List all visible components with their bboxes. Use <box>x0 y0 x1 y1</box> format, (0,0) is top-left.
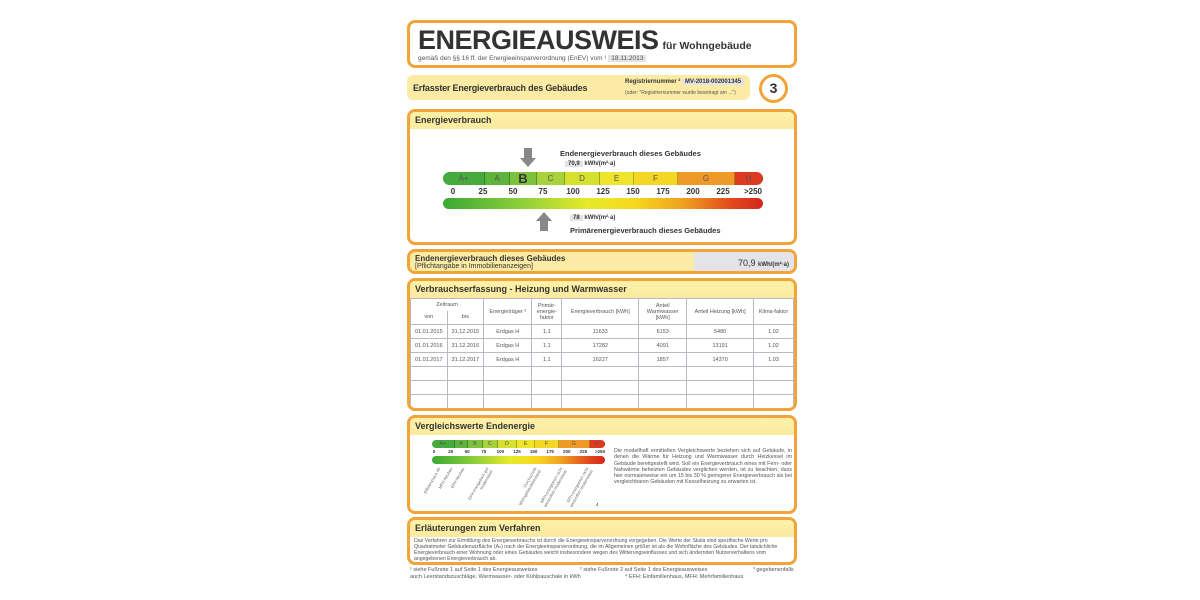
header-period: Zeitraum <box>411 299 484 311</box>
table-cell: 01.01.2015 <box>411 325 448 339</box>
table-cell: 1,1 <box>532 353 562 367</box>
table-cell: 1857 <box>639 353 687 367</box>
table-cell <box>754 395 794 409</box>
table-cell <box>639 367 687 381</box>
energy-gradient-bar <box>443 198 763 209</box>
table-cell: 11633 <box>562 325 639 339</box>
footnote-1: ¹ siehe Fußnote 1 auf Seite 1 des Energieausweises <box>410 567 538 573</box>
table-cell <box>639 381 687 395</box>
summary-note: [Pflichtangabe in Immobilienanzeigen] <box>415 263 533 270</box>
table-cell <box>754 367 794 381</box>
table-cell: Erdgas H <box>484 325 532 339</box>
table-cell: Erdgas H <box>484 353 532 367</box>
footnote-2: ² siehe Fußnote 2 auf Seite 1 des Energieausweises <box>580 567 708 573</box>
table-cell: 1,03 <box>754 353 794 367</box>
energy-class-d: D <box>498 440 517 448</box>
primary-energy-value: 78 <box>570 215 583 221</box>
table-cell <box>687 381 754 395</box>
tick-label: 200 <box>563 449 571 454</box>
table-cell: 13191 <box>687 339 754 353</box>
table-cell: 31.12.2015 <box>447 325 484 339</box>
table-cell <box>532 395 562 409</box>
table-cell: 16227 <box>562 353 639 367</box>
table-cell <box>484 395 532 409</box>
table-cell <box>484 367 532 381</box>
table-cell <box>411 395 448 409</box>
tick-label: 150 <box>529 449 538 454</box>
header-heat: Anteil Heizung [kWh] <box>687 299 754 325</box>
tick-label: 125 <box>596 187 610 196</box>
table-row <box>411 353 794 367</box>
tick-label: 225 <box>716 187 730 196</box>
header-carrier: Energieträger ³ <box>484 299 532 325</box>
comparison-label: MFH energetisch nicht wesentlich modernisiert <box>539 466 568 508</box>
arrow-down-head <box>520 158 536 167</box>
arrow-up-icon <box>540 221 548 231</box>
explanation-text: Das Verfahren zur Ermittlung des Energieverbrauchs ist durch die Energieeinsparverordnung vorgegeben. Die Werte der Skala sind spezifische Werte pro Quadratmeter Gebäudenutzfläche (Aₙ) nach der Energieeinsparverordnung, die im Allgemeinen größer ist als die Wohnfläche des Gebäudes. Der tatsächliche Energieverbrauch einer Wohnung oder eines Gebäudes weicht insbesondere wegen des Witterungseinflusses und sich ändernden Nutzerverhaltens vom angegebenen Energieverbrauch ab. <box>414 538 778 563</box>
comparison-label: EFH energetisch nicht wesentlich modernisiert <box>565 466 594 508</box>
energy-class-f: F <box>634 172 678 185</box>
table-cell <box>532 367 562 381</box>
comparison-label: Effizienzhaus 40 <box>422 466 442 495</box>
tick-label: 50 <box>464 449 470 454</box>
end-energy-summary <box>407 249 797 274</box>
arrow-up-head <box>536 212 552 221</box>
table-cell <box>447 367 484 381</box>
table-cell: 14370 <box>687 353 754 367</box>
tick-label: 125 <box>513 449 521 454</box>
tick-label: 225 <box>579 449 588 454</box>
comparison-gradient <box>432 456 605 464</box>
end-energy-value: 70,9 <box>565 161 583 167</box>
registration-bar <box>407 75 750 100</box>
registration-note: (oder: "Registriernummer wurde beantragt am ...") <box>625 90 736 96</box>
table-cell <box>447 381 484 395</box>
regulation-text: gemäß den §§ 16 ff. der Energieeinsparverordnung (EnEV) vom ¹ <box>418 55 607 62</box>
document-subtitle: für Wohngebäude <box>662 40 752 52</box>
table-cell: Erdgas H <box>484 339 532 353</box>
certificate-header <box>407 20 797 68</box>
tick-label: 150 <box>626 187 640 196</box>
energy-class-a-plus: A+ <box>432 440 455 448</box>
energy-class-f: F <box>535 440 559 448</box>
tick-label: 175 <box>656 187 670 196</box>
footnote-3: ³ gegebenenfalls <box>753 567 794 573</box>
table-cell: 01.01.2016 <box>411 339 448 353</box>
energy-class-scale <box>443 172 763 185</box>
tick-label: 75 <box>538 187 548 196</box>
tick-label: 25 <box>448 449 454 454</box>
table-cell: 4091 <box>639 339 687 353</box>
table-cell <box>411 367 448 381</box>
energy-class-e: E <box>517 440 535 448</box>
table-cell: 1,02 <box>754 339 794 353</box>
document-title: ENERGIEAUSWEIS <box>418 25 659 55</box>
energy-class-d: D <box>565 172 600 185</box>
table-cell: 1,1 <box>532 325 562 339</box>
tick-label: 0 <box>432 449 436 454</box>
table-cell <box>532 381 562 395</box>
energy-class-a: A <box>485 172 510 185</box>
footnote-mark: 4 <box>596 502 599 507</box>
section-title: Verbrauchserfassung - Heizung und Warmwasser <box>410 281 794 298</box>
arrow-down-icon <box>524 148 532 158</box>
section-title: Erfasster Energieverbrauch des Gebäudes <box>413 83 588 93</box>
table-row <box>411 325 794 339</box>
tick-label: >250 <box>594 449 606 454</box>
table-row <box>411 367 794 381</box>
comparison-label: EFH Neubau <box>449 466 466 490</box>
header-to: bis <box>447 311 484 325</box>
table-row <box>411 339 794 353</box>
comparison-text: Die modellhaft ermittelten Vergleichswerte beziehen sich auf Gebäude, in denen die Wärme für Heizung und Warmwasser durch Heizkessel im Gebäude bereitgestellt wird. Soll ein Energieverbrauch eines mit Fern- oder Nahwärme beheizten Gebäudes verglichen werden, ist zu beachten, dass hier normalerweise ein um 15 bis 30 % geringerer Energieverbrauch als bei vergleichbaren Gebäuden mit Kesselheizung zu erwarten ist. <box>614 448 792 486</box>
table-cell <box>411 381 448 395</box>
comparison-section <box>407 415 797 514</box>
energy-class-b: B <box>510 172 537 185</box>
energy-class-a: A <box>455 440 469 448</box>
table-cell: 31.12.2016 <box>447 339 484 353</box>
header-klima: Klima-faktor <box>754 299 794 325</box>
regulation-date: 18.11.2013 <box>608 55 646 62</box>
table-cell: 6153 <box>639 325 687 339</box>
table-cell: 01.01.2017 <box>411 353 448 367</box>
comparison-label: MFH Neubau <box>437 466 454 490</box>
table-row <box>411 381 794 395</box>
summary-unit: kWh/(m²·a) <box>758 262 789 268</box>
table-cell <box>484 381 532 395</box>
energy-class-b: B <box>468 440 483 448</box>
header-pef: Primär-energie-faktor <box>532 299 562 325</box>
section-title: Erläuterungen zum Verfahren <box>410 520 794 537</box>
table-cell: 5480 <box>687 325 754 339</box>
table-cell <box>687 395 754 409</box>
table-cell: 1,02 <box>754 325 794 339</box>
tick-label: 75 <box>481 449 487 454</box>
explanation-section <box>407 517 797 565</box>
header-total: Energieverbrauch [kWh] <box>562 299 639 325</box>
table-cell <box>562 367 639 381</box>
table-cell: 31.12.2017 <box>447 353 484 367</box>
header-from: von <box>411 311 448 325</box>
energy-class-g: G <box>678 172 735 185</box>
table-cell <box>639 395 687 409</box>
energy-class-e: E <box>600 172 634 185</box>
energy-class-h: H <box>735 172 763 185</box>
section-title: Energieverbrauch <box>410 112 794 129</box>
comparison-label: EFH energetisch gut modernisiert <box>466 466 494 501</box>
tick-label: 200 <box>686 187 700 196</box>
table-cell: 17282 <box>562 339 639 353</box>
footnote-4: ⁴ EFH: Einfamilienhaus, MFH: Mehrfamilienhaus <box>625 574 744 580</box>
table-cell <box>562 395 639 409</box>
footnote-3-cont: auch Leerstandszuschläge, Warmwasser- oder Kühlpauschale in kWh <box>410 574 581 580</box>
energy-class-c: C <box>537 172 565 185</box>
energy-class-c: C <box>483 440 498 448</box>
unit: kWh/(m²·a) <box>584 161 616 167</box>
comparison-label: Durchschnitt Wohngebäudebestand <box>517 466 542 507</box>
summary-title: Endenergieverbrauch dieses Gebäudes <box>415 254 566 263</box>
registration-number: MV-2018-002001345 <box>682 79 744 85</box>
table-cell <box>754 381 794 395</box>
table-row <box>411 395 794 409</box>
section-title: Vergleichswerte Endenergie <box>410 418 794 435</box>
energy-class-a-plus: A+ <box>443 172 485 185</box>
tick-label: 50 <box>508 187 518 196</box>
energy-consumption-section <box>407 109 797 245</box>
registration-label: Registriernummer ² <box>625 79 681 85</box>
primary-energy-label: Primärenergieverbrauch dieses Gebäudes <box>570 226 721 235</box>
end-energy-label: Endenergieverbrauch dieses Gebäudes <box>560 149 701 158</box>
page-number: 3 <box>759 74 788 103</box>
energy-class-h: H <box>590 440 605 448</box>
consumption-section <box>407 278 797 411</box>
comparison-scale <box>432 440 605 448</box>
table-cell <box>562 381 639 395</box>
table-cell <box>447 395 484 409</box>
table-cell <box>687 367 754 381</box>
tick-label: >250 <box>743 187 763 196</box>
energy-class-g: G <box>559 440 590 448</box>
tick-label: 25 <box>478 187 488 196</box>
tick-label: 100 <box>496 449 505 454</box>
tick-label: 0 <box>450 187 456 196</box>
tick-label: 175 <box>546 449 554 454</box>
summary-value: 70,9 <box>737 258 756 268</box>
consumption-table <box>410 298 794 409</box>
table-cell: 1,1 <box>532 339 562 353</box>
header-ww: Anteil Warmwasser [kWh] <box>639 299 687 325</box>
tick-label: 100 <box>566 187 580 196</box>
unit: kWh/(m²·a) <box>584 215 616 221</box>
